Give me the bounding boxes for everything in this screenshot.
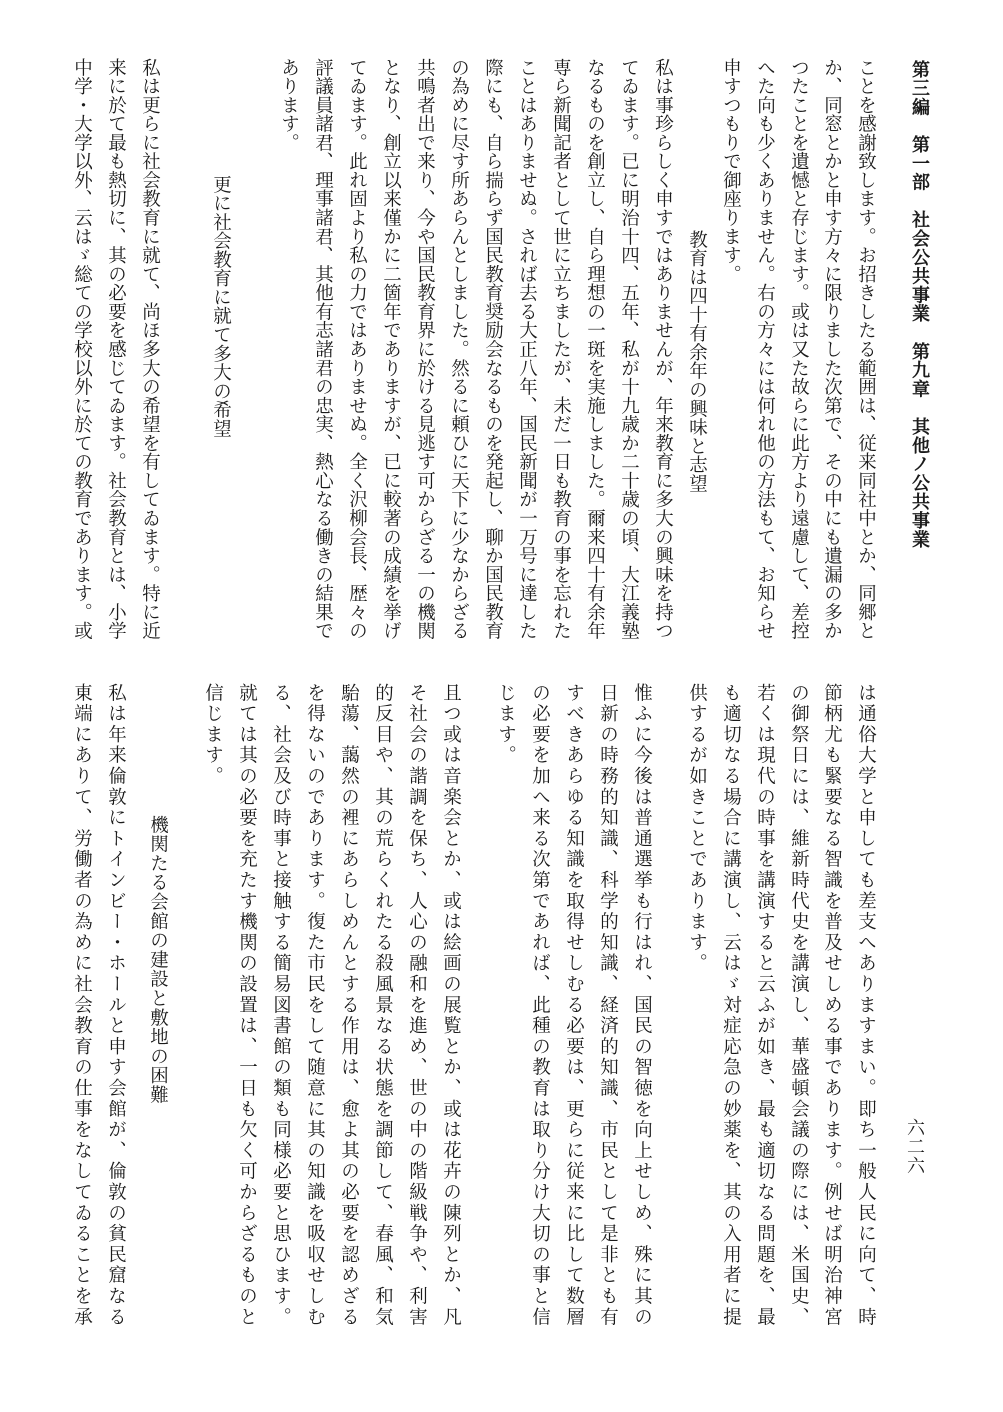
text-column: 駘蕩、藹然の裡にあらしめんとする作用は、愈よ其の必要を認めざる <box>338 683 360 1328</box>
text-column: の為めに尽す所あらんとしました。然るに頼ひに天下に少なからざる <box>448 58 470 641</box>
text-column: 共鳴者出で来り、今や国民教育界に於ける見逃す可からざる一の機関 <box>414 58 436 641</box>
text-column: 私は年来倫敦にトインビー・ホールと申す会館が、倫敦の貧民窟なる <box>105 683 127 1328</box>
text-column: か、同窓とかと申す方々に限りました次第で、その中にも遺漏の多か <box>821 58 843 641</box>
text-column: 評議員諸君、理事諸君、其他有志諸君の忠実、熱心なる働きの結果で <box>312 58 334 641</box>
running-head: 第三編 第一部 社会公共事業 第九章 其他ノ公共事業 <box>909 60 930 549</box>
text-column: 信じます。 <box>202 683 224 787</box>
text-column: 且つ或は音楽会とか、或は絵画の展覧とか、或は花卉の陳列とか、凡 <box>440 683 462 1328</box>
text-column: 私は事珍らしく申すではありませんが、年来教育に多大の興味を持つ <box>652 58 674 641</box>
text-column: 際にも、自ら揣らず国民教育奨励会なるものを発起し、聊か国民教育 <box>482 58 504 641</box>
text-column: ことはありませぬ。されば去る大正八年、国民新聞が一万号に達した <box>516 58 538 641</box>
text-column: なるものを創立し、自ら理想の一斑を実施しました。爾来四十有余年 <box>584 58 606 641</box>
text-column: 中学・大学以外、云はゞ総ての学校以外に於ての教育であります。或 <box>71 58 93 641</box>
text-column: てゐます。此れ固より私の力ではありませぬ。全く沢柳会長、歴々の <box>346 58 368 641</box>
page-number: 六二六 <box>904 1118 925 1175</box>
text-column: となり、創立以来僅かに二箇年でありますが、已に較著の成績を挙げ <box>380 58 402 641</box>
text-column: 節柄尤も緊要なる智識を普及せしめる事であります。例せば明治神宮 <box>821 683 843 1328</box>
text-column: 申すつもりで御座ります。 <box>720 58 742 284</box>
text-column: 就ては其の必要を充たす機関の設置は、一日も欠く可からざるものと <box>236 683 258 1328</box>
text-column: 東端にありて、労働者の為めに社会教育の仕事をなしてゐることを承 <box>71 683 93 1328</box>
text-column: る、社会及び時事と接触する簡易図書館の類も同様必要と思ひます。 <box>270 683 292 1328</box>
section-heading: 教育は四十有余年の興味と志望 <box>686 230 708 493</box>
text-column: 日新の時務的知識、科学的知識、経済的知識、市民として是非とも有 <box>597 683 619 1328</box>
text-column: 的反目や、其の荒らくれたる殺風景なる状態を調節して、春風、和気 <box>372 683 394 1328</box>
text-column: へた向も少くありません。右の方々には何れ他の方法もて、お知らせ <box>754 58 776 641</box>
text-column: も適切なる場合に講演し、云はゞ対症応急の妙薬を、其の入用者に提 <box>720 683 742 1328</box>
text-column: 来に於て最も熱切に、其の必要を感じてゐます。社会教育とは、小学 <box>105 58 127 641</box>
text-column: そ社会の諧調を保ち、人心の融和を進め、世の中の階級戦争や、利害 <box>406 683 428 1328</box>
section-heading: 機関たる会館の建設と敷地の困難 <box>147 815 169 1105</box>
text-column: ことを感謝致します。お招きしたる範囲は、従来同社中とか、同郷と <box>855 58 877 641</box>
text-column: 私は更らに社会教育に就て、尚ほ多大の希望を有してゐます。特に近 <box>139 58 161 641</box>
text-column: の必要を加へ来る次第であれば、此種の教育は取り分け大切の事と信 <box>529 683 551 1328</box>
text-column: の御祭日には、維新時代史を講演し、華盛頓会議の際には、米国史、 <box>788 683 810 1328</box>
text-column: じます。 <box>495 683 517 767</box>
text-column: 専ら新聞記者として世に立ちましたが、未だ一日も教育の事を忘れた <box>550 58 572 641</box>
text-column: 供するが如きことであります。 <box>686 683 708 975</box>
text-column: あります。 <box>278 58 300 152</box>
text-column: つたことを遺憾と存じます。或は又た故らに此方より遠慮して、差控 <box>788 58 810 641</box>
text-column: は通俗大学と申しても差支へありますまい。即ち一般人民に向て、時 <box>855 683 877 1328</box>
text-column: を得ないのであります。復た市民をして随意に其の知識を吸収せしむ <box>304 683 326 1328</box>
text-column: 若くは現代の時事を講演すると云ふが如き、最も適切なる問題を、最 <box>754 683 776 1328</box>
text-column: すべきあらゆる知識を取得せしむる必要は、更らに従来に比して数層 <box>563 683 585 1328</box>
section-heading: 更に社会教育に就て多大の希望 <box>210 175 232 438</box>
text-column: てゐます。已に明治十四、五年、私が十九歳か二十歳の頃、大江義塾 <box>618 58 640 641</box>
text-column: 惟ふに今後は普通選挙も行はれ、国民の智徳を向上せしめ、殊に其の <box>631 683 653 1328</box>
